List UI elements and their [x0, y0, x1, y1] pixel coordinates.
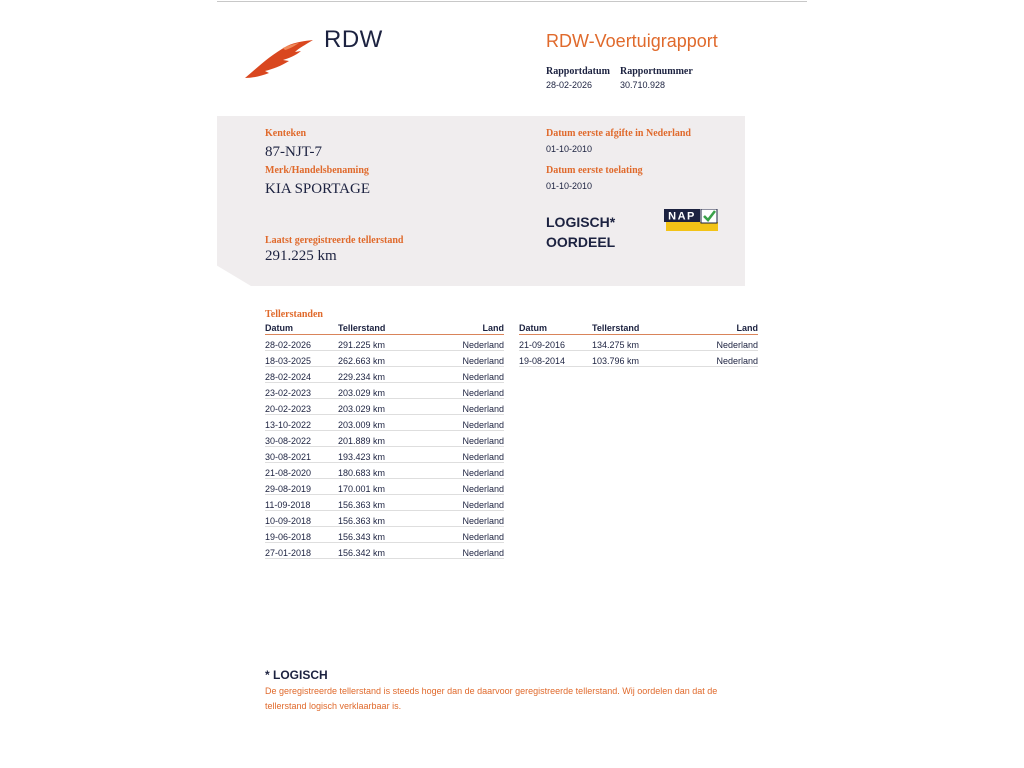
col-country: Land	[482, 323, 504, 333]
row-km: 201.889 km	[338, 436, 386, 446]
make-value: KIA SPORTAGE	[265, 181, 370, 197]
table-row	[265, 399, 504, 415]
report-number: 30.710.928	[620, 80, 666, 90]
table-row	[519, 351, 758, 367]
first-admission-label: Datum eerste toelating	[546, 165, 643, 176]
col-date: Datum	[519, 323, 548, 333]
row-km: 203.029 km	[338, 388, 386, 398]
row-date: 10-09-2018	[265, 516, 312, 526]
row-date: 18-03-2025	[265, 356, 312, 366]
top-divider	[217, 1, 807, 2]
table-row	[265, 367, 504, 383]
first-admission-value: 01-10-2010	[546, 181, 593, 191]
row-country: Nederland	[462, 372, 504, 382]
verdict-line1: LOGISCH*	[546, 214, 616, 230]
verdict	[546, 212, 615, 252]
row-country: Nederland	[462, 532, 504, 542]
report-date: 28-02-2026	[546, 80, 593, 90]
readings-title: Tellerstanden	[265, 309, 323, 320]
row-date: 11-09-2018	[265, 500, 311, 510]
row-country: Nederland	[462, 468, 504, 478]
row-country: Nederland	[462, 340, 504, 350]
row-country: Nederland	[462, 388, 504, 398]
report-date-label: Rapportdatum	[546, 66, 610, 77]
col-date: Datum	[265, 323, 294, 333]
row-km: 170.001 km	[338, 484, 386, 494]
odometer-label: Laatst geregistreerde tellerstand	[265, 235, 404, 246]
row-km: 103.796 km	[592, 356, 640, 366]
table-row	[265, 383, 504, 399]
row-km: 134.275 km	[592, 340, 640, 350]
row-date: 19-06-2018	[265, 532, 312, 542]
table-row	[265, 415, 504, 431]
table-header	[265, 323, 504, 335]
row-date: 30-08-2021	[265, 452, 312, 462]
odometer-value: 291.225 km	[265, 248, 337, 264]
row-km: 156.342 km	[338, 548, 386, 558]
row-km: 193.423 km	[338, 452, 386, 462]
logo-text: RDW	[324, 26, 383, 53]
row-km: 203.009 km	[338, 420, 386, 430]
footnote-title: * LOGISCH	[265, 668, 328, 682]
table-row	[265, 447, 504, 463]
row-date: 28-02-2026	[265, 340, 312, 350]
row-km: 156.363 km	[338, 500, 386, 510]
report-number-label: Rapportnummer	[620, 66, 693, 77]
row-date: 20-02-2023	[265, 404, 312, 414]
col-country: Land	[736, 323, 758, 333]
row-country: Nederland	[462, 484, 504, 494]
table-row	[265, 511, 504, 527]
row-country: Nederland	[462, 404, 504, 414]
verdict-line2: OORDEEL	[546, 234, 616, 250]
row-date: 29-08-2019	[265, 484, 312, 494]
row-country: Nederland	[462, 356, 504, 366]
row-date: 30-08-2022	[265, 436, 312, 446]
make-label: Merk/Handelsbenaming	[265, 165, 369, 176]
row-km: 291.225 km	[338, 340, 386, 350]
footnote-text: De geregistreerde tellerstand is steeds hoger dan de daarvoor geregistreerde tellerstand. Wij oordelen dan dat de tellerstand logisch verklaarbaar is.	[265, 686, 718, 711]
table-row	[519, 335, 758, 351]
readings-table-right	[519, 323, 758, 367]
row-km: 156.343 km	[338, 532, 386, 542]
row-country: Nederland	[462, 516, 504, 526]
row-km: 180.683 km	[338, 468, 386, 478]
nap-check-icon	[664, 209, 718, 231]
col-km: Tellerstand	[592, 323, 640, 333]
row-km: 229.234 km	[338, 372, 386, 382]
row-country: Nederland	[462, 436, 504, 446]
row-date: 21-09-2016	[519, 340, 566, 350]
table-row	[265, 527, 504, 543]
table-row	[265, 479, 504, 495]
first-issue-nl-label: Datum eerste afgifte in Nederland	[546, 128, 691, 139]
table-row	[265, 431, 504, 447]
row-country: Nederland	[462, 500, 504, 510]
row-km: 156.363 km	[338, 516, 386, 526]
row-date: 27-01-2018	[265, 548, 312, 558]
row-country: Nederland	[716, 340, 758, 350]
row-date: 19-08-2014	[519, 356, 566, 366]
plate-value: 87-NJT-7	[265, 144, 322, 160]
nap-label: NAP	[668, 210, 696, 223]
row-country: Nederland	[462, 548, 504, 558]
table-row	[265, 495, 504, 511]
first-issue-nl-value: 01-10-2010	[546, 144, 593, 154]
row-country: Nederland	[716, 356, 758, 366]
row-date: 28-02-2024	[265, 372, 312, 382]
row-date: 23-02-2023	[265, 388, 312, 398]
row-date: 21-08-2020	[265, 468, 312, 478]
row-country: Nederland	[462, 452, 504, 462]
rdw-logo-icon	[243, 38, 315, 80]
plate-label: Kenteken	[265, 128, 307, 139]
row-country: Nederland	[462, 420, 504, 430]
table-row	[265, 463, 504, 479]
row-km: 203.029 km	[338, 404, 386, 414]
table-row	[265, 351, 504, 367]
table-row	[265, 335, 504, 351]
readings-table-left	[265, 323, 504, 559]
table-header	[519, 323, 758, 335]
row-km: 262.663 km	[338, 356, 386, 366]
table-row	[265, 543, 504, 559]
col-km: Tellerstand	[338, 323, 386, 333]
row-date: 13-10-2022	[265, 420, 312, 430]
report-title: RDW-Voertuigrapport	[546, 31, 718, 51]
